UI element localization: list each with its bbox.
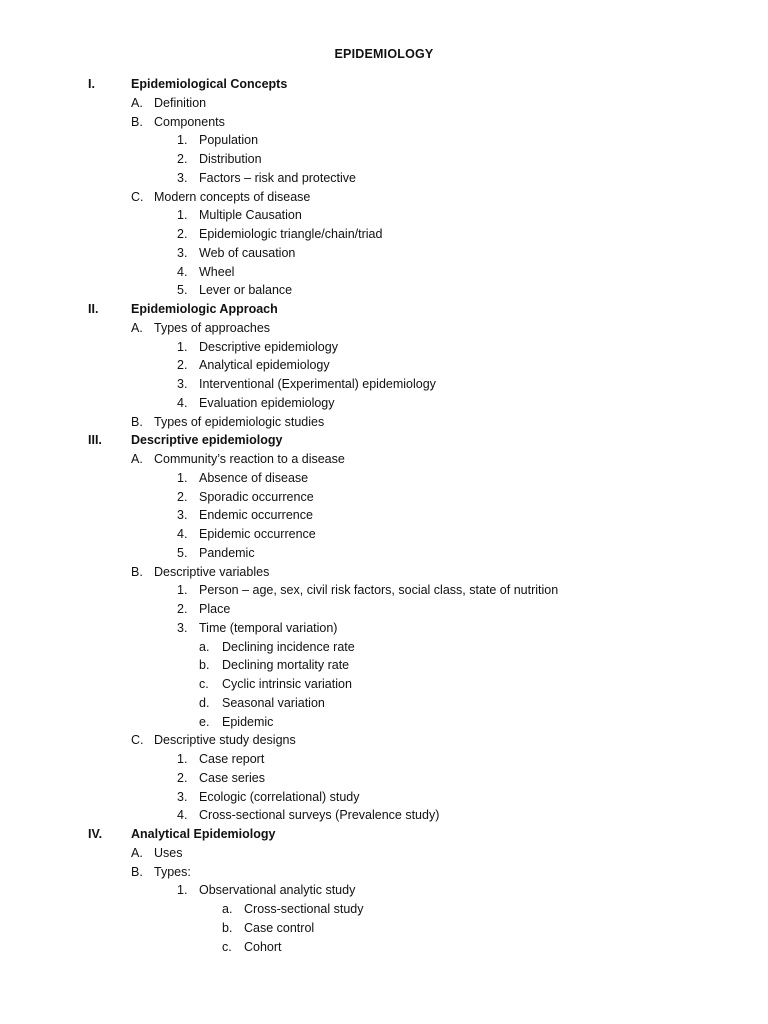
item-text: Descriptive variables <box>154 564 270 579</box>
item-marker: B. <box>131 114 143 129</box>
outline-item <box>0 750 768 769</box>
outline-item <box>0 356 768 375</box>
outline-item <box>0 394 768 413</box>
item-marker: b. <box>199 658 210 673</box>
item-text: Epidemic occurrence <box>199 527 316 541</box>
item-marker: 3. <box>177 789 188 804</box>
item-text: Case control <box>244 920 315 935</box>
section-heading <box>0 431 768 450</box>
outline-item <box>0 131 768 150</box>
item-marker: A. <box>131 845 143 860</box>
item-text: Descriptive epidemiology <box>131 433 283 448</box>
item-marker: 2. <box>177 358 188 373</box>
item-marker: 3. <box>177 620 188 635</box>
outline-item <box>0 619 768 638</box>
item-marker: C. <box>131 733 144 748</box>
item-marker: 3. <box>177 170 188 185</box>
section-heading <box>0 825 768 844</box>
outline-item <box>0 113 768 132</box>
item-marker: B. <box>131 864 143 879</box>
item-marker: 2. <box>177 770 188 785</box>
outline-item <box>0 844 768 863</box>
item-marker: 5. <box>177 545 188 560</box>
item-marker: II. <box>88 302 99 316</box>
item-marker: C. <box>131 189 144 204</box>
item-marker: 1. <box>177 339 188 354</box>
item-marker: a. <box>222 902 233 916</box>
item-text: Uses <box>154 845 183 860</box>
item-text: Lever or balance <box>199 283 293 298</box>
item-marker: 3. <box>177 245 188 260</box>
item-text: Web of causation <box>199 245 296 260</box>
outline-item <box>0 544 768 563</box>
outline-item <box>0 581 768 600</box>
item-text: Case report <box>199 752 265 766</box>
item-marker: A. <box>131 320 143 335</box>
item-text: Sporadic occurrence <box>199 489 314 504</box>
item-text: Types: <box>154 864 191 879</box>
item-text: Epidemic <box>222 714 274 729</box>
outline-item <box>0 731 768 750</box>
item-text: Types of epidemiologic studies <box>154 414 325 429</box>
item-marker: 3. <box>177 377 188 391</box>
item-marker: a. <box>199 639 210 654</box>
outline-item <box>0 563 768 582</box>
outline-item <box>0 938 768 957</box>
outline-item <box>0 863 768 882</box>
item-marker: 1. <box>177 883 188 898</box>
item-text: Cyclic intrinsic variation <box>222 677 352 691</box>
item-marker: 2. <box>177 602 188 616</box>
item-marker: A. <box>131 95 143 110</box>
item-text: Time (temporal variation) <box>199 620 338 635</box>
item-marker: c. <box>222 939 232 954</box>
item-text: Definition <box>154 95 207 110</box>
item-text: Analytical epidemiology <box>199 358 330 373</box>
item-marker: b. <box>222 920 233 935</box>
outline-item <box>0 638 768 657</box>
item-text: Multiple Causation <box>199 208 302 223</box>
outline-item <box>0 225 768 244</box>
outline-item <box>0 188 768 207</box>
outline-item <box>0 506 768 525</box>
item-marker: d. <box>199 695 210 710</box>
outline-item <box>0 338 768 357</box>
item-text: Descriptive study designs <box>154 733 296 748</box>
outline-item <box>0 694 768 713</box>
item-marker: 4. <box>177 527 188 541</box>
item-marker: c. <box>199 677 209 691</box>
outline-item <box>0 469 768 488</box>
item-text: Descriptive epidemiology <box>199 339 338 354</box>
item-text: Observational analytic study <box>199 883 356 898</box>
item-marker: 1. <box>177 583 188 598</box>
item-text: Absence of disease <box>199 470 309 485</box>
outline-item <box>0 900 768 919</box>
outline-item <box>0 806 768 825</box>
item-text: Cross-sectional study <box>244 902 364 916</box>
outline-item <box>0 169 768 188</box>
outline-item <box>0 675 768 694</box>
item-text: Place <box>199 602 231 616</box>
item-marker: 1. <box>177 133 188 148</box>
item-text: Wheel <box>199 264 235 279</box>
outline-item <box>0 244 768 263</box>
item-text: Cross-sectional surveys (Prevalence study) <box>199 808 440 823</box>
item-marker: 5. <box>177 283 188 298</box>
item-text: Seasonal variation <box>222 695 325 710</box>
item-marker: 4. <box>177 264 188 279</box>
item-text: Modern concepts of disease <box>154 189 311 204</box>
item-marker: IV. <box>88 827 103 841</box>
item-text: Factors – risk and protective <box>199 170 357 185</box>
outline-item <box>0 413 768 432</box>
item-text: Declining incidence rate <box>222 639 355 654</box>
item-text: Case series <box>199 770 265 785</box>
item-text: Endemic occurrence <box>199 508 313 523</box>
section-heading <box>0 75 768 94</box>
item-marker: I. <box>88 77 95 91</box>
item-marker: B. <box>131 414 143 429</box>
item-text: Epidemiologic Approach <box>131 302 278 316</box>
item-marker: 3. <box>177 508 188 523</box>
outline-item <box>0 656 768 675</box>
item-text: Population <box>199 133 259 148</box>
item-text: Evaluation epidemiology <box>199 395 335 410</box>
item-marker: III. <box>88 433 102 448</box>
outline-item <box>0 919 768 938</box>
item-marker: 2. <box>177 489 188 504</box>
outline-item <box>0 263 768 282</box>
item-text: Cohort <box>244 939 282 954</box>
outline-item <box>0 600 768 619</box>
item-marker: 1. <box>177 752 188 766</box>
outline-item <box>0 94 768 113</box>
outline-item <box>0 450 768 469</box>
item-marker: A. <box>131 452 143 466</box>
item-marker: 4. <box>177 808 188 823</box>
item-marker: 2. <box>177 152 188 166</box>
item-marker: 4. <box>177 395 188 410</box>
item-text: Pandemic <box>199 545 255 560</box>
item-text: Types of approaches <box>154 320 271 335</box>
outline-item <box>0 713 768 732</box>
item-text: Community’s reaction to a disease <box>154 452 345 466</box>
section-heading <box>0 300 768 319</box>
outline-item <box>0 788 768 807</box>
item-marker: e. <box>199 714 210 729</box>
outline-list <box>0 75 768 956</box>
outline-item <box>0 150 768 169</box>
item-text: Epidemiologic triangle/chain/triad <box>199 227 383 241</box>
item-text: Person – age, sex, civil risk factors, social class, state of nutrition <box>199 583 559 598</box>
item-text: Distribution <box>199 152 262 166</box>
outline-item <box>0 319 768 338</box>
item-marker: 1. <box>177 470 188 485</box>
item-text: Declining mortality rate <box>222 658 350 673</box>
outline-item <box>0 769 768 788</box>
outline-item <box>0 206 768 225</box>
item-text: Epidemiological Concepts <box>131 77 288 91</box>
item-text: Analytical Epidemiology <box>131 827 276 841</box>
outline-item <box>0 488 768 507</box>
item-marker: 1. <box>177 208 188 223</box>
item-text: Components <box>154 114 225 129</box>
item-marker: 2. <box>177 227 188 241</box>
item-marker: B. <box>131 564 143 579</box>
outline-item <box>0 281 768 300</box>
document-title: EPIDEMIOLOGY <box>334 47 434 61</box>
outline-item <box>0 881 768 900</box>
item-text: Ecologic (correlational) study <box>199 789 360 804</box>
item-text: Interventional (Experimental) epidemiology <box>199 377 436 391</box>
outline-item <box>0 375 768 394</box>
outline-item <box>0 525 768 544</box>
